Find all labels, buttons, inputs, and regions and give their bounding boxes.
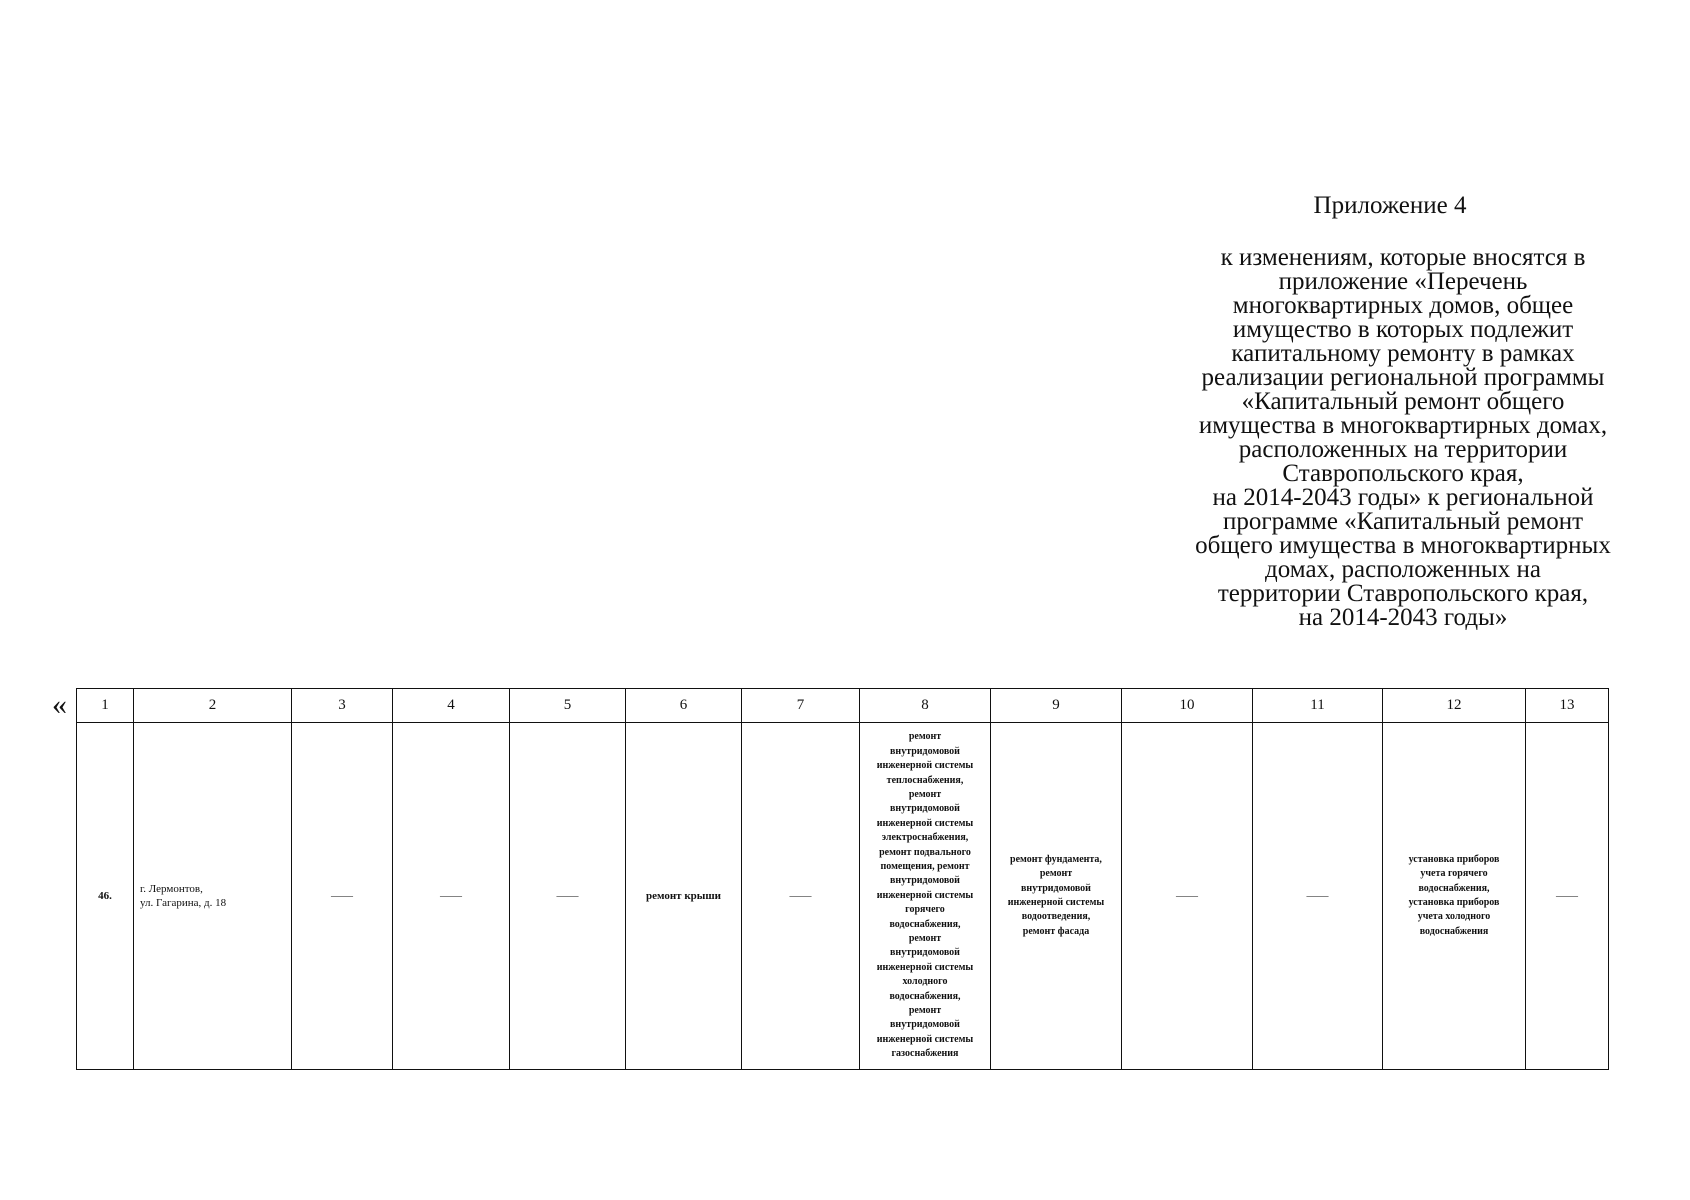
empty-cell: ——: [510, 723, 626, 1070]
open-quote-mark: «: [52, 688, 67, 721]
column-header: 3: [292, 689, 393, 723]
appendix-label: Приложение 4: [1313, 192, 1467, 219]
engineering-systems-text: ремонт внутридомовой инженерной системы теплоснабжения, ремонт внутридомовой инженерной системы электроснабжения, ремонт подвального помещения, ремонт внутридомовой инженерной системы горячего водоснабжения, ремонт внутридомовой инженерной системы холодного водоснабжения, ремонт внутридомовой инженерной системы газоснабжения: [876, 731, 974, 1060]
column-header: 10: [1122, 689, 1253, 723]
column-header: 9: [991, 689, 1122, 723]
address-text: г. Лермонтов, ул. Гагарина, д. 18: [140, 883, 227, 909]
column-header: 2: [134, 689, 292, 723]
address-cell: [134, 723, 292, 1070]
column-header: 6: [626, 689, 742, 723]
empty-cell: ——: [1526, 723, 1609, 1070]
housing-repair-table: [76, 688, 1609, 1070]
empty-cell: ——: [742, 723, 860, 1070]
column-header: 11: [1253, 689, 1383, 723]
empty-cell: ——: [1253, 723, 1383, 1070]
column-header: 4: [393, 689, 510, 723]
row-number-cell: 46.: [77, 723, 134, 1070]
column-number-row: [77, 689, 1609, 723]
table-row: [77, 723, 1609, 1070]
foundation-facade-text: ремонт фундамента, ремонт внутридомовой инженерной системы водоотведения, ремонт фасада: [1007, 853, 1105, 937]
engineering-systems-cell: [860, 723, 991, 1070]
appendix-description: к изменениям, которые вносятся в приложение «Перечень многоквартирных домов, общее имущество в которых подлежит капитальному ремонту в рамках реализации региональной программы «Капитальный ремонт общего имущества в многоквартирных домах, расположенных на территории Ставропольского края, на 2014-2043 годы» к региональной программе «Капитальный ремонт общего имущества в многоквартирных домах, расположенных на территории Ставропольского края, на 2014-2043 годы»: [1195, 244, 1611, 631]
column-header: 12: [1383, 689, 1526, 723]
empty-cell: ——: [292, 723, 393, 1070]
column-header: 1: [77, 689, 134, 723]
empty-cell: ——: [1122, 723, 1253, 1070]
column-header: 8: [860, 689, 991, 723]
foundation-facade-cell: [991, 723, 1122, 1070]
roof-repair-cell: ремонт крыши: [626, 723, 742, 1070]
empty-cell: ——: [393, 723, 510, 1070]
column-header: 7: [742, 689, 860, 723]
column-header: 5: [510, 689, 626, 723]
meters-installation-text: установка приборов учета горячего водоснабжения, установка приборов учета холодного водоснабжения: [1408, 853, 1500, 937]
meters-installation-cell: [1383, 723, 1526, 1070]
column-header: 13: [1526, 689, 1609, 723]
